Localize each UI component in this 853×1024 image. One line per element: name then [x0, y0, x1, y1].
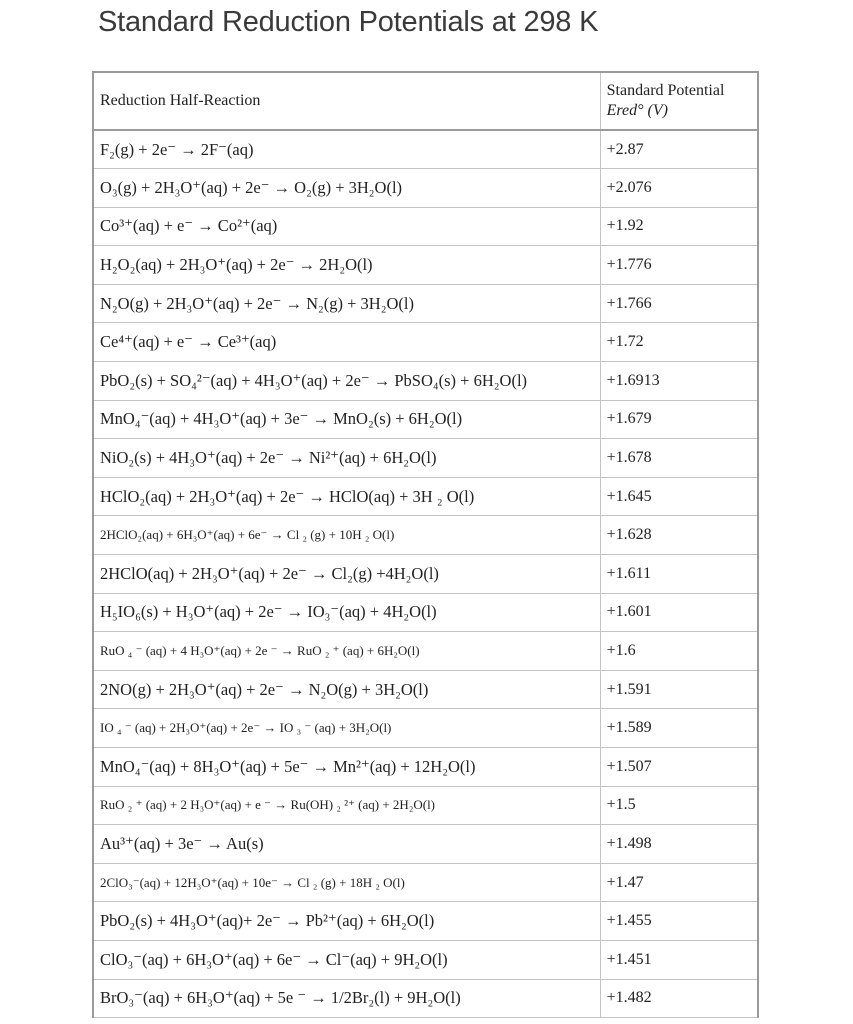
reaction-cell: H₅IO₆(s) + H₃O⁺(aq) + 2e⁻ → IO₃⁻(aq) + 4H₂O(l)	[93, 593, 600, 632]
reaction-cell: HClO₂(aq) + 2H₃O⁺(aq) + 2e⁻ → HClO(aq) + 3H ₂ O(l)	[93, 477, 600, 516]
table-row	[93, 863, 758, 902]
table-row	[93, 632, 758, 671]
reaction-cell: 2NO(g) + 2H₃O⁺(aq) + 2e⁻ → N₂O(g) + 3H₂O(l)	[93, 670, 600, 709]
reaction-cell: RuO ₄ ⁻ (aq) + 4 H₃O⁺(aq) + 2e ⁻ → RuO ₂ ⁺ (aq) + 6H₂O(l)	[93, 632, 600, 671]
table-row	[93, 246, 758, 285]
table-row	[93, 130, 758, 169]
table-row	[93, 207, 758, 246]
potential-cell: +1.591	[600, 670, 758, 709]
reaction-cell: Ce⁴⁺(aq) + e⁻ → Ce³⁺(aq)	[93, 323, 600, 362]
potential-cell: +1.455	[600, 902, 758, 941]
table-row	[93, 902, 758, 941]
table-header-row	[93, 72, 758, 130]
header-potential-line1: Standard Potential	[606, 82, 725, 99]
table-row	[93, 555, 758, 594]
reaction-cell: N₂O(g) + 2H₃O⁺(aq) + 2e⁻ → N₂(g) + 3H₂O(l)	[93, 284, 600, 323]
table-row	[93, 323, 758, 362]
table-row	[93, 284, 758, 323]
header-potential	[600, 72, 758, 130]
table-row	[93, 516, 758, 555]
reaction-cell: IO ₄ ⁻ (aq) + 2H₃O⁺(aq) + 2e⁻ → IO ₃ ⁻ (aq) + 3H₂O(l)	[93, 709, 600, 748]
reaction-cell: PbO₂(s) + SO₄²⁻(aq) + 4H₃O⁺(aq) + 2e⁻ → PbSO₄(s) + 6H₂O(l)	[93, 362, 600, 401]
potential-cell: +1.766	[600, 284, 758, 323]
reaction-cell: H₂O₂(aq) + 2H₃O⁺(aq) + 2e⁻ → 2H₂O(l)	[93, 246, 600, 285]
reaction-cell: Co³⁺(aq) + e⁻ → Co²⁺(aq)	[93, 207, 600, 246]
potential-cell: +1.628	[600, 516, 758, 555]
reaction-cell: NiO₂(s) + 4H₃O⁺(aq) + 2e⁻ → Ni²⁺(aq) + 6H₂O(l)	[93, 439, 600, 478]
table-row	[93, 439, 758, 478]
reaction-cell: PbO₂(s) + 4H₃O⁺(aq)+ 2e⁻ → Pb²⁺(aq) + 6H₂O(l)	[93, 902, 600, 941]
potential-cell: +1.645	[600, 477, 758, 516]
potential-cell: +1.611	[600, 555, 758, 594]
table-row	[93, 169, 758, 208]
reaction-cell: Au³⁺(aq) + 3e⁻ → Au(s)	[93, 825, 600, 864]
potential-cell: +1.72	[600, 323, 758, 362]
table-row	[93, 709, 758, 748]
potential-cell: +1.601	[600, 593, 758, 632]
potential-cell: +1.6	[600, 632, 758, 671]
header-reaction: Reduction Half-Reaction	[93, 72, 600, 130]
reduction-potentials-table	[92, 71, 759, 1018]
potential-cell: +1.589	[600, 709, 758, 748]
table-row	[93, 670, 758, 709]
potential-cell: +2.87	[600, 130, 758, 169]
reaction-cell: F₂(g) + 2e⁻ → 2F⁻(aq)	[93, 130, 600, 169]
table-row	[93, 940, 758, 979]
table-row	[93, 400, 758, 439]
potential-cell: +1.498	[600, 825, 758, 864]
table-row	[93, 825, 758, 864]
table-row	[93, 362, 758, 401]
reaction-cell: O₃(g) + 2H₃O⁺(aq) + 2e⁻ → O₂(g) + 3H₂O(l)	[93, 169, 600, 208]
table-row	[93, 748, 758, 787]
potential-cell: +2.076	[600, 169, 758, 208]
potential-cell: +1.451	[600, 940, 758, 979]
header-potential-line2: Ered° (V)	[606, 102, 668, 119]
table-row	[93, 477, 758, 516]
reaction-cell: 2HClO(aq) + 2H₃O⁺(aq) + 2e⁻ → Cl₂(g) +4H₂O(l)	[93, 555, 600, 594]
reaction-cell: ClO₃⁻(aq) + 6H₃O⁺(aq) + 6e⁻ → Cl⁻(aq) + 9H₂O(l)	[93, 940, 600, 979]
potential-cell: +1.92	[600, 207, 758, 246]
table-row	[93, 979, 758, 1018]
potential-cell: +1.679	[600, 400, 758, 439]
table-row	[93, 593, 758, 632]
potential-cell: +1.47	[600, 863, 758, 902]
potential-cell: +1.507	[600, 748, 758, 787]
reaction-cell: RuO ₂ ⁺ (aq) + 2 H₃O⁺(aq) + e ⁻ → Ru(OH) ₂ ²⁺ (aq) + 2H₂O(l)	[93, 786, 600, 825]
potential-cell: +1.5	[600, 786, 758, 825]
table-row	[93, 786, 758, 825]
potential-cell: +1.776	[600, 246, 758, 285]
reaction-cell: BrO₃⁻(aq) + 6H₃O⁺(aq) + 5e ⁻ → 1/2Br₂(l) + 9H₂O(l)	[93, 979, 600, 1018]
potential-cell: +1.6913	[600, 362, 758, 401]
reaction-cell: 2ClO₃⁻(aq) + 12H₃O⁺(aq) + 10e⁻ → Cl ₂ (g) + 18H ₂ O(l)	[93, 863, 600, 902]
reaction-cell: MnO₄⁻(aq) + 4H₃O⁺(aq) + 3e⁻ → MnO₂(s) + 6H₂O(l)	[93, 400, 600, 439]
page-title: Standard Reduction Potentials at 298 K	[98, 6, 599, 38]
potential-cell: +1.678	[600, 439, 758, 478]
reaction-cell: 2HClO₂(aq) + 6H₃O⁺(aq) + 6e⁻ → Cl ₂ (g) + 10H ₂ O(l)	[93, 516, 600, 555]
potential-cell: +1.482	[600, 979, 758, 1018]
reaction-cell: MnO₄⁻(aq) + 8H₃O⁺(aq) + 5e⁻ → Mn²⁺(aq) + 12H₂O(l)	[93, 748, 600, 787]
